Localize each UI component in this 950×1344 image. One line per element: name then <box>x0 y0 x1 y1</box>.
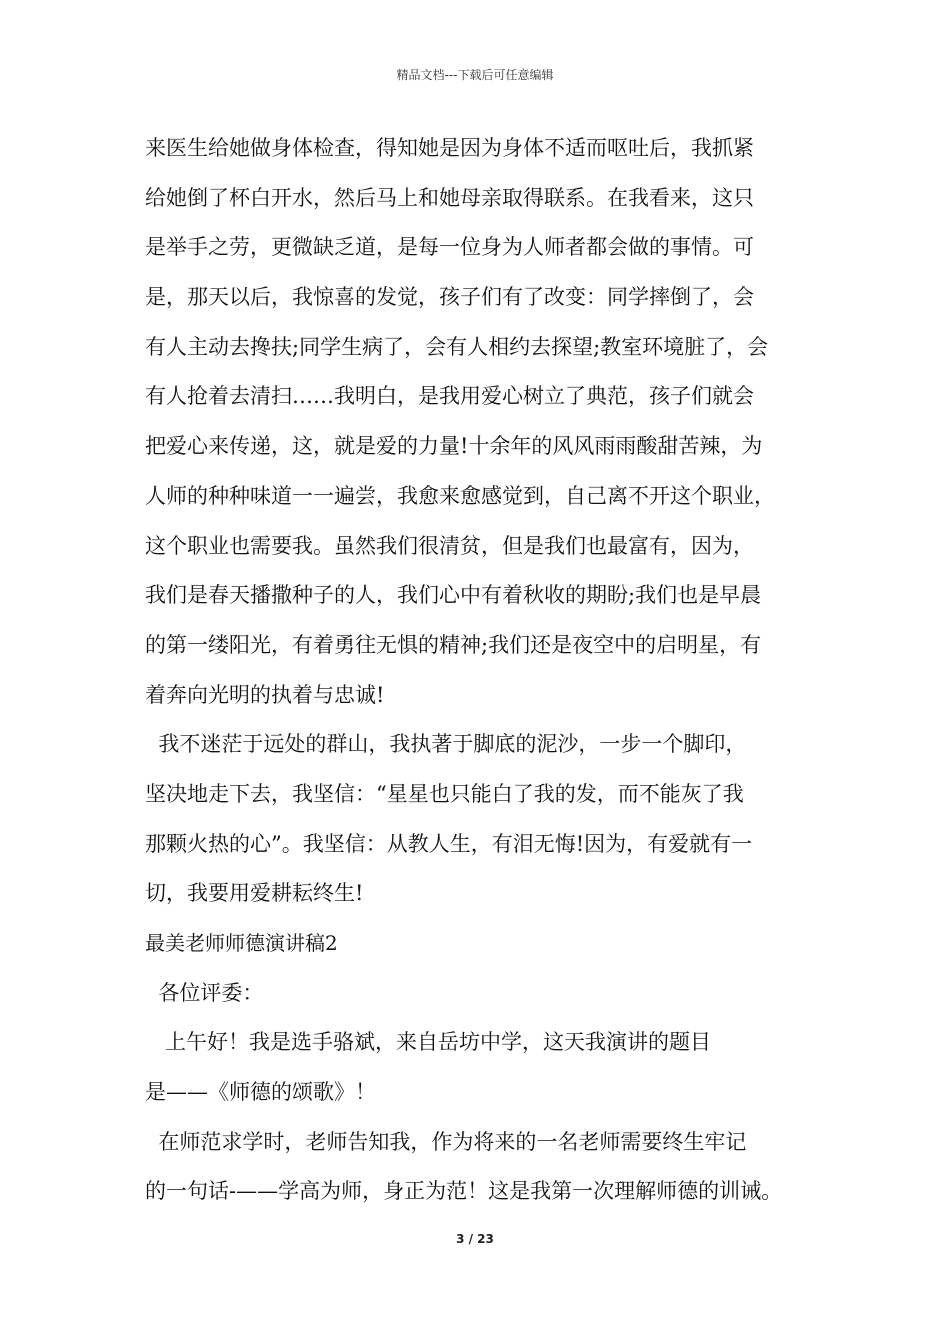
text-line: 那颗火热的心”。我坚信：从教人生，有泪无悔!因为，有爱就有一 <box>145 831 753 856</box>
text-line: 我们是春天播撒种子的人，我们心中有着秋收的期盼;我们也是早晨 <box>145 583 762 608</box>
text-line: 有人主动去搀扶;同学生病了，会有人相约去探望;教室环境脏了，会 <box>145 334 769 359</box>
text-line: 各位评委： <box>145 980 264 1005</box>
text-line: 是，那天以后，我惊喜的发觉，孩子们有了改变：同学摔倒了，会 <box>145 285 754 310</box>
section-title: 最美老师师德演讲稿2 <box>145 931 338 955</box>
text-line: 把爱心来传递，这，就是爱的力量!十余年的风风雨雨酸甜苦辣，为 <box>145 434 763 459</box>
text-line: 坚决地走下去，我坚信：“星星也只能白了我的发，而不能灰了我 <box>145 781 744 806</box>
page-header: 精品文档---下载后可任意编辑 <box>396 68 554 82</box>
document-body <box>145 124 825 1217</box>
page-number: 3 / 23 <box>456 1232 494 1246</box>
text-line: 上午好！我是选手骆斌，来自岳坊中学，这天我演讲的题目 <box>145 1030 712 1055</box>
text-line: 是——《师德的颂歌》！ <box>145 1080 376 1105</box>
text-line: 是举手之劳，更微缺乏道，是每一位身为人师者都会做的事情。可 <box>145 235 754 260</box>
text-line: 在师范求学时，老师告知我，作为将来的一名老师需要终生牢记 <box>145 1129 747 1154</box>
text-line: 人师的种种味道一一遍尝，我愈来愈感觉到，自己离不开这个职业， <box>145 483 775 508</box>
text-line: 给她倒了杯白开水，然后马上和她母亲取得联系。在我看来，这只 <box>145 185 754 210</box>
text-line: 有人抢着去清扫……我明白，是我用爱心树立了典范，孩子们就会 <box>145 384 754 409</box>
text-line: 的第一缕阳光，有着勇往无惧的精神;我们还是夜空中的启明星，有 <box>145 632 762 657</box>
text-line: 来医生给她做身体检查，得知她是因为身体不适而呕吐后，我抓紧 <box>145 136 754 160</box>
text-line: 的一句话-——学高为师，身正为范！这是我第一次理解师德的训诫。 <box>145 1179 783 1204</box>
text-line: 切，我要用爱耕耘终生! <box>145 881 364 906</box>
text-line: 我不迷茫于远处的群山，我执著于脚底的泥沙，一步一个脚印， <box>145 732 747 757</box>
text-line: 着奔向光明的执着与忠诚! <box>145 682 385 707</box>
text-line: 这个职业也需要我。虽然我们很清贫，但是我们也最富有，因为， <box>145 533 754 558</box>
